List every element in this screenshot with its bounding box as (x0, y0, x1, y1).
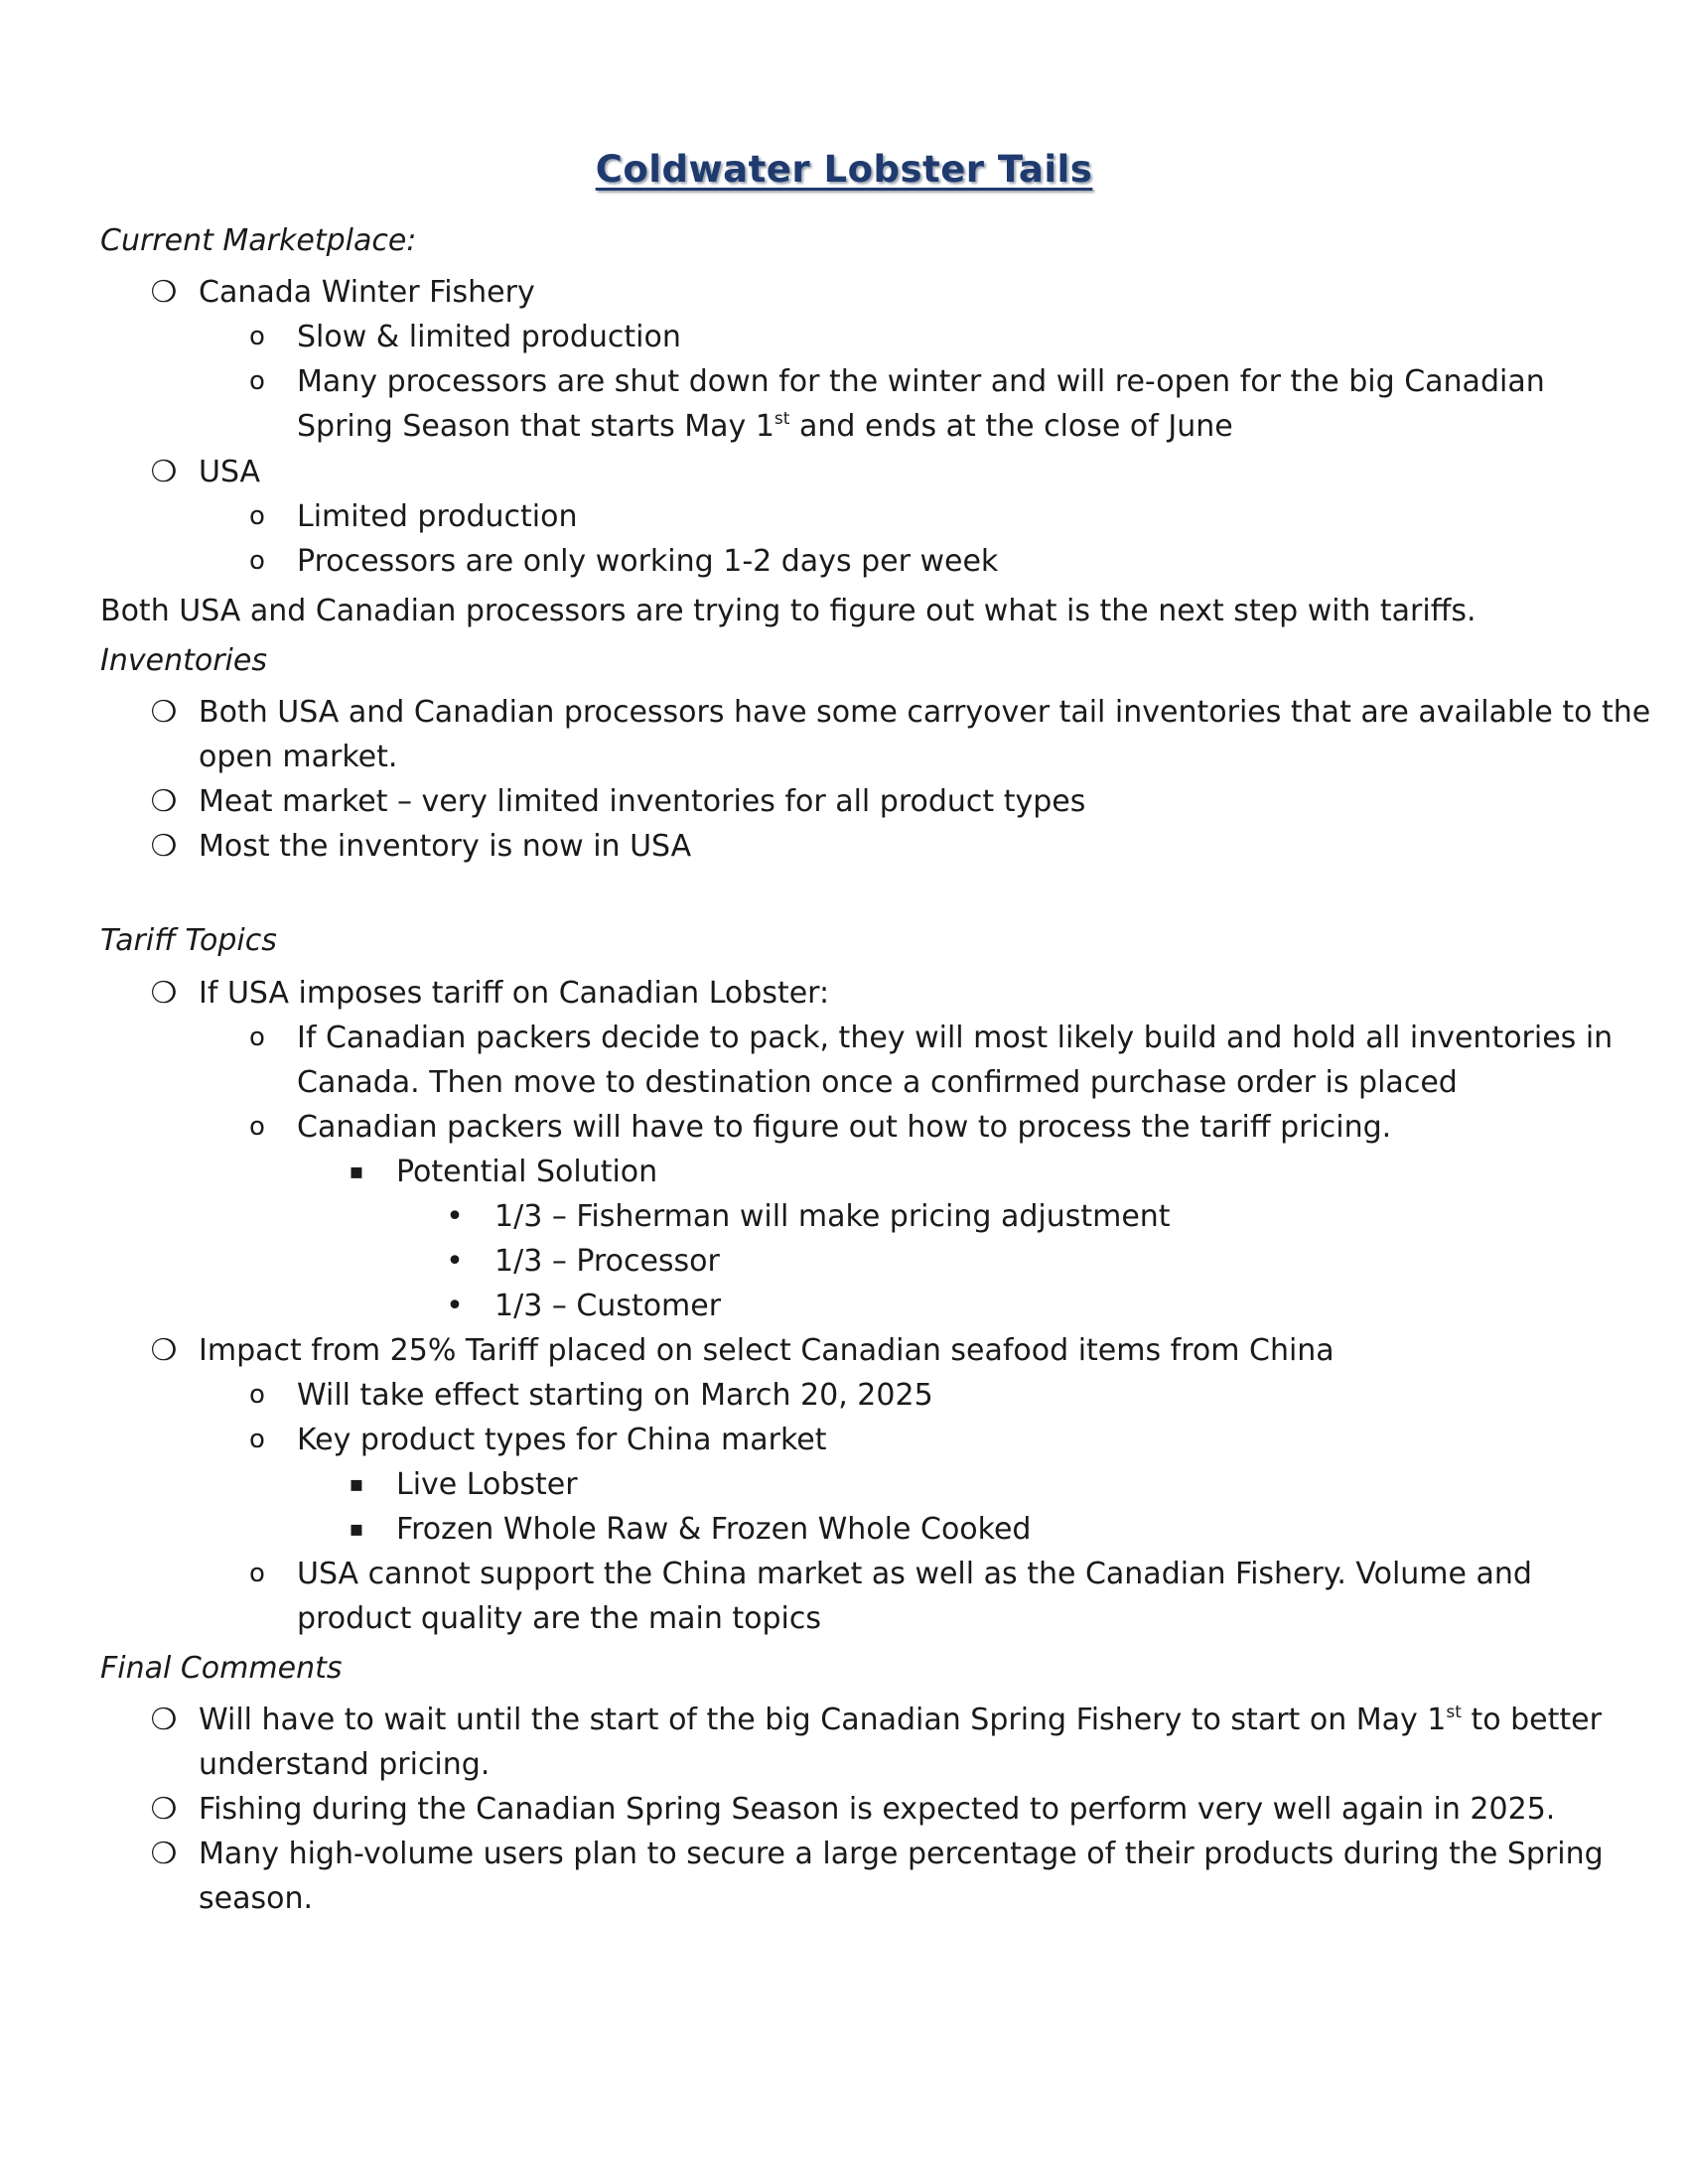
list-item (0, 971, 1688, 1016)
superscript: st (1446, 1703, 1462, 1722)
list-item-text: Live Lobster (396, 1467, 578, 1502)
paragraph-text: Both USA and Canadian processors are trying to figure out what is the next step with tariffs. (100, 594, 1477, 628)
list-item-text: Slow & limited production (297, 320, 681, 354)
circle-bullet-icon: o (249, 366, 265, 396)
section-heading-inventories (0, 638, 1688, 683)
list-item-text: Many high-volume users plan to secure a large percentage of their products during the Spring (199, 1837, 1604, 1871)
ring-bullet-icon: ❍ (150, 455, 178, 489)
list-item-text: Most the inventory is now in USA (199, 829, 692, 864)
list-item-text: Both USA and Canadian processors have some carryover tail inventories that are available to the (199, 695, 1651, 730)
circle-bullet-icon: o (249, 546, 265, 576)
list-item-text: If Canadian packers decide to pack, they will most likely build and hold all inventories in (297, 1021, 1614, 1055)
ring-bullet-icon: ❍ (150, 829, 178, 864)
text-run: to better (1461, 1703, 1602, 1737)
text-run: and ends at the close of June (789, 409, 1233, 444)
list-item-text (297, 404, 1233, 449)
list-item (0, 1418, 1688, 1462)
list-item-text: Potential Solution (396, 1155, 658, 1189)
square-bullet-icon: ▪ (349, 1517, 364, 1542)
list-item (0, 779, 1688, 824)
list-item (0, 1552, 1688, 1596)
list-item-text: understand pricing. (199, 1747, 491, 1782)
paragraph (0, 589, 1688, 633)
section-heading-tariff-topics (0, 918, 1688, 963)
list-item (0, 270, 1688, 315)
heading-text: Inventories (100, 643, 267, 678)
ring-bullet-icon: ❍ (150, 1792, 178, 1827)
list-item (0, 539, 1688, 584)
list-item (0, 315, 1688, 359)
list-item (0, 1194, 1688, 1239)
list-item-text: Meat market – very limited inventories for all product types (199, 784, 1086, 819)
list-item (0, 494, 1688, 539)
heading-text: Tariff Topics (100, 923, 277, 958)
list-item-text: USA (199, 455, 261, 489)
dot-bullet-icon: • (446, 1289, 464, 1323)
list-item-text: Many processors are shut down for the winter and will re-open for the big Canadian (297, 364, 1545, 399)
list-item-continuation (0, 1596, 1688, 1641)
list-item (0, 450, 1688, 494)
list-item-text: Canadian packers will have to figure out how to process the tariff pricing. (297, 1110, 1392, 1145)
heading-text: Current Marketplace: (100, 223, 417, 258)
list-item (0, 359, 1688, 404)
ring-bullet-icon: ❍ (150, 784, 178, 819)
list-item-text: Canada. Then move to destination once a confirmed purchase order is placed (297, 1065, 1458, 1100)
superscript: st (774, 409, 790, 429)
circle-bullet-icon: o (249, 1559, 265, 1588)
list-item-continuation (0, 404, 1688, 449)
heading-text: Final Comments (100, 1651, 343, 1686)
list-item-text: USA cannot support the China market as well as the Canadian Fishery. Volume and (297, 1557, 1532, 1591)
list-item-text: Key product types for China market (297, 1423, 827, 1457)
list-item-text: Fishing during the Canadian Spring Season is expected to perform very well again in 2025. (199, 1792, 1556, 1827)
ring-bullet-icon: ❍ (150, 695, 178, 730)
list-item-text: season. (199, 1881, 314, 1916)
circle-bullet-icon: o (249, 1023, 265, 1052)
list-item-text: 1/3 – Processor (494, 1244, 720, 1279)
square-bullet-icon: ▪ (349, 1472, 364, 1497)
list-item-text: Impact from 25% Tariff placed on select Canadian seafood items from China (199, 1333, 1335, 1368)
ring-bullet-icon: ❍ (150, 976, 178, 1011)
list-item-text: Frozen Whole Raw & Frozen Whole Cooked (396, 1512, 1032, 1547)
circle-bullet-icon: o (249, 1380, 265, 1410)
text-run: Spring Season that starts May 1 (297, 409, 774, 444)
ring-bullet-icon: ❍ (150, 275, 178, 310)
list-item-continuation (0, 735, 1688, 779)
section-heading-final-comments (0, 1646, 1688, 1691)
list-item-text: open market. (199, 740, 398, 774)
list-item-text (199, 1698, 1602, 1742)
list-item (0, 1832, 1688, 1876)
list-item-text: Will take effect starting on March 20, 2025 (297, 1378, 933, 1413)
circle-bullet-icon: o (249, 1425, 265, 1454)
list-item (0, 1698, 1688, 1742)
list-item (0, 1462, 1688, 1507)
list-item (0, 690, 1688, 735)
list-item (0, 1507, 1688, 1552)
list-item (0, 1787, 1688, 1832)
list-item (0, 1105, 1688, 1150)
list-item-continuation (0, 1060, 1688, 1105)
ring-bullet-icon: ❍ (150, 1703, 178, 1737)
list-item-continuation (0, 1742, 1688, 1787)
document-title: Coldwater Lobster Tails (595, 148, 1093, 191)
list-item (0, 1328, 1688, 1373)
dot-bullet-icon: • (446, 1199, 464, 1234)
list-item (0, 824, 1688, 869)
list-item (0, 1239, 1688, 1284)
circle-bullet-icon: o (249, 322, 265, 351)
dot-bullet-icon: • (446, 1244, 464, 1279)
circle-bullet-icon: o (249, 501, 265, 531)
list-item (0, 1373, 1688, 1418)
list-item-text: product quality are the main topics (297, 1601, 822, 1636)
section-heading-current-marketplace (0, 218, 1688, 263)
ring-bullet-icon: ❍ (150, 1837, 178, 1871)
list-item-text: Canada Winter Fishery (199, 275, 535, 310)
list-item-continuation (0, 1876, 1688, 1921)
square-bullet-icon: ▪ (349, 1160, 364, 1184)
circle-bullet-icon: o (249, 1112, 265, 1142)
list-item-text: Processors are only working 1-2 days per week (297, 544, 999, 579)
list-item-text: If USA imposes tariff on Canadian Lobster: (199, 976, 830, 1011)
ring-bullet-icon: ❍ (150, 1333, 178, 1368)
list-item (0, 1016, 1688, 1060)
list-item-text: 1/3 – Fisherman will make pricing adjustment (494, 1199, 1171, 1234)
list-item (0, 1150, 1688, 1194)
list-item (0, 1284, 1688, 1328)
text-run: Will have to wait until the start of the big Canadian Spring Fishery to start on May 1 (199, 1703, 1447, 1737)
list-item-text: Limited production (297, 499, 578, 534)
list-item-text: 1/3 – Customer (494, 1289, 722, 1323)
